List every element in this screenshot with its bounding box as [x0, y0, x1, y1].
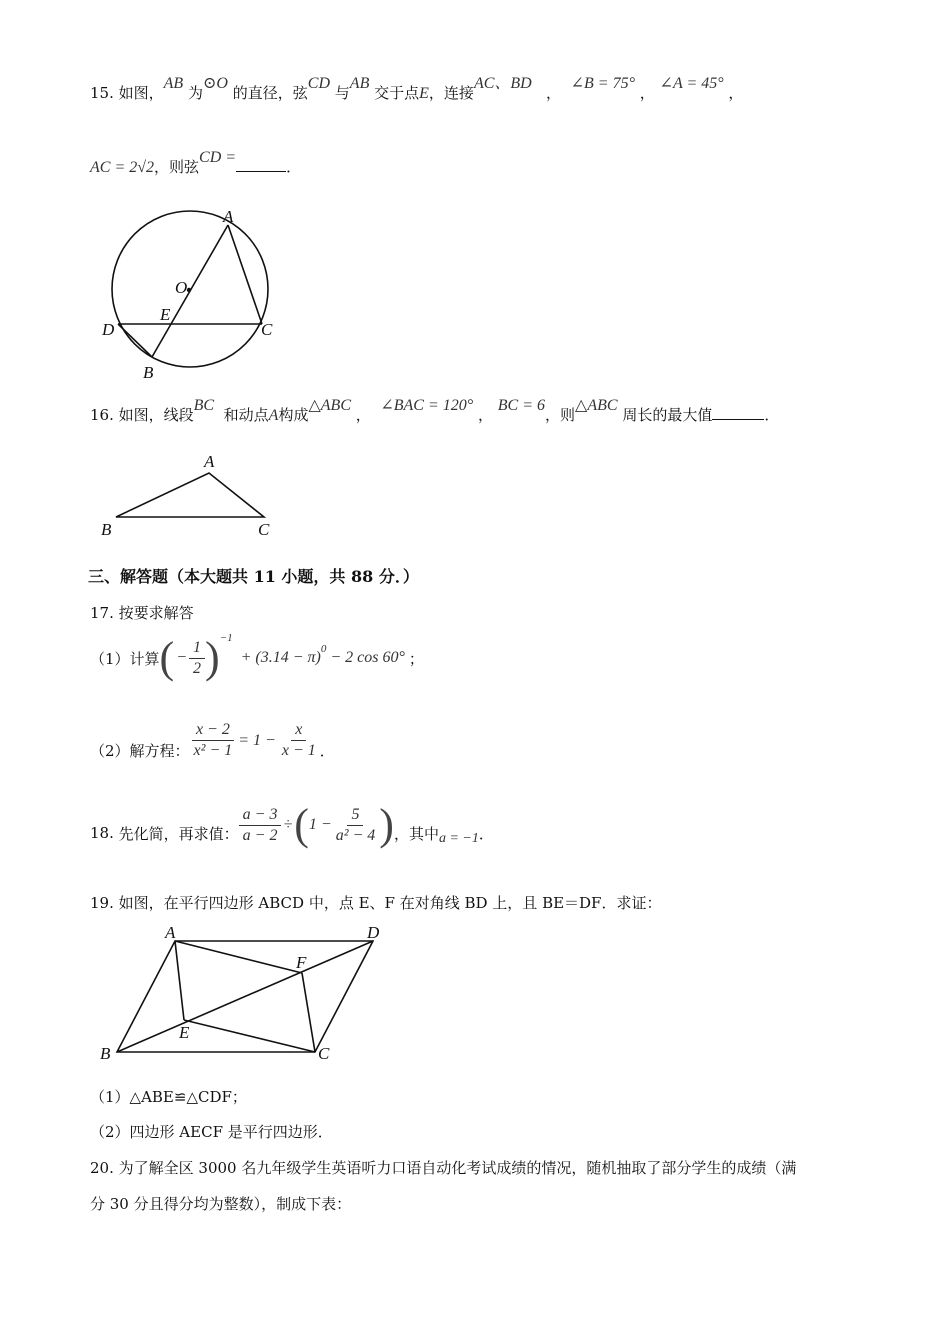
q19-part1: （1）△ABE≌△CDF；: [90, 1088, 247, 1106]
q16-text: 构成: [278, 406, 309, 424]
label-f: F: [296, 953, 307, 972]
label-a: A: [204, 452, 215, 471]
fraction-numerator: x − 2: [192, 720, 234, 741]
fraction-numerator: a − 3: [239, 805, 282, 826]
q15-text: ，则弦: [154, 158, 200, 176]
fraction-denominator: x − 1: [281, 742, 316, 759]
q18-text: 先化简，再求值：: [118, 824, 239, 843]
q16-math-bc6: BC = 6: [497, 397, 545, 414]
q16-text: 如图，线段: [118, 406, 194, 424]
q15-math-cd: CD: [307, 75, 330, 92]
q15-math-cd-eq: CD =: [199, 149, 237, 166]
segment-fc: [302, 973, 315, 1052]
label-b: B: [100, 1044, 111, 1063]
q15-math-e: E: [419, 85, 429, 102]
q16-text: 和动点: [223, 406, 269, 424]
expression: − 2 cos 60°: [330, 649, 405, 666]
left-paren: (: [159, 633, 175, 682]
q17-title: 按要求解答: [118, 604, 194, 622]
q17-part1-label: （1）计算: [90, 649, 160, 668]
q15-comma: ，: [546, 84, 562, 102]
q15-math-angle-b: ∠B = 75°: [570, 75, 635, 92]
q15-math-ab2: AB: [349, 75, 370, 92]
equals-one-minus: = 1 −: [238, 731, 276, 749]
fraction-numerator: 5: [347, 805, 363, 826]
period: ．: [478, 824, 494, 843]
segment-af: [175, 941, 302, 973]
q15-math-acbd: AC、BD: [473, 75, 532, 92]
q15-text: ，连接: [428, 84, 474, 102]
one-minus: 1 −: [308, 816, 332, 833]
q19-part2: （2）四边形 AECF 是平行四边形．: [90, 1123, 333, 1141]
minus-sign: −: [176, 649, 187, 666]
q16-math-bc: BC: [193, 397, 215, 414]
label-c: C: [261, 320, 273, 339]
fraction-denominator: a² − 4: [335, 826, 376, 844]
q16-number: 16.: [90, 406, 114, 424]
segment-ae: [175, 941, 184, 1020]
label-c: C: [258, 520, 270, 539]
q16-comma: ，: [355, 406, 371, 424]
label-c: C: [318, 1044, 330, 1063]
q15-text: 的直径，弦: [232, 84, 308, 102]
section-title: 三、解答题（本大题共 11 小题，共 88 分．）: [88, 567, 419, 586]
q19-number: 19.: [90, 894, 114, 912]
fraction-denominator: x² − 1: [193, 742, 233, 759]
label-d: D: [367, 923, 380, 942]
q20-text-line2: 分 30 分且得分均为整数），制成下表：: [90, 1195, 352, 1213]
q15-text: 交于点: [374, 84, 420, 102]
q16-period: ．: [764, 406, 780, 424]
q16-text: 周长的最大值: [622, 406, 713, 424]
semicolon: ；: [408, 649, 424, 668]
q15-math-circle: ⊙O: [203, 75, 228, 92]
q17-number: 17.: [90, 604, 114, 622]
q20-number: 20.: [90, 1159, 114, 1177]
q16-math-angle: ∠BAC = 120°: [380, 397, 474, 414]
exponent-zero: 0: [320, 643, 327, 655]
q16-text: ，则: [545, 406, 576, 424]
fraction-numerator: x: [291, 720, 306, 741]
label-d: D: [102, 320, 115, 339]
q19-text: 如图，在平行四边形 ABCD 中，点 E、F 在对角线 BD 上，且 BE＝DF．求证：: [118, 894, 662, 912]
q17-part2-label: （2）解方程：: [90, 742, 190, 760]
label-a: A: [165, 923, 176, 942]
q20-line1: [90, 1157, 796, 1178]
label-a: A: [223, 207, 234, 226]
q15-text: 为: [187, 84, 203, 102]
expression: + (3.14 − π): [240, 649, 321, 666]
q16-comma: ，: [477, 406, 493, 424]
q15-period: ．: [286, 158, 302, 176]
q20-text-line1: 为了解全区 3000 名九年级学生英语听力口语自动化考试成绩的情况，随机抽取了部分学生的成绩（满: [118, 1159, 797, 1177]
right-paren: ): [379, 800, 394, 849]
label-o: O: [175, 278, 188, 297]
q16-math-tri: △ABC: [308, 397, 351, 414]
q15-text: 如图，: [118, 84, 164, 102]
label-b: B: [101, 520, 112, 539]
q15-comma: ，: [728, 84, 744, 102]
fraction-denominator: a − 2: [242, 826, 278, 844]
label-e: E: [179, 1023, 190, 1042]
q15-math-angle-a: ∠A = 45°: [659, 75, 724, 92]
label-b: B: [143, 363, 154, 382]
exponent: −1: [219, 632, 233, 644]
q18-condition: a = −1: [438, 831, 479, 846]
q15-number: 15.: [90, 84, 114, 102]
period: ．: [319, 742, 335, 760]
left-paren: (: [294, 800, 309, 849]
q15-comma: ，: [639, 84, 655, 102]
right-paren: ): [205, 633, 220, 682]
q16-math-a: A: [268, 407, 279, 424]
q18-text: ，其中: [393, 824, 439, 843]
label-e: E: [160, 305, 171, 324]
fraction-numerator: 1: [189, 638, 205, 659]
segment-ec: [184, 1020, 315, 1052]
q18-number: 18.: [90, 824, 114, 842]
q16-math-tri2: △ABC: [575, 397, 618, 414]
q15-text: 与: [334, 84, 350, 102]
fraction-denominator: 2: [193, 659, 201, 677]
q15-math-ab: AB: [163, 75, 184, 92]
divide-sign: ÷: [283, 816, 293, 833]
q15-math-ac: AC = 2√2: [90, 159, 155, 176]
